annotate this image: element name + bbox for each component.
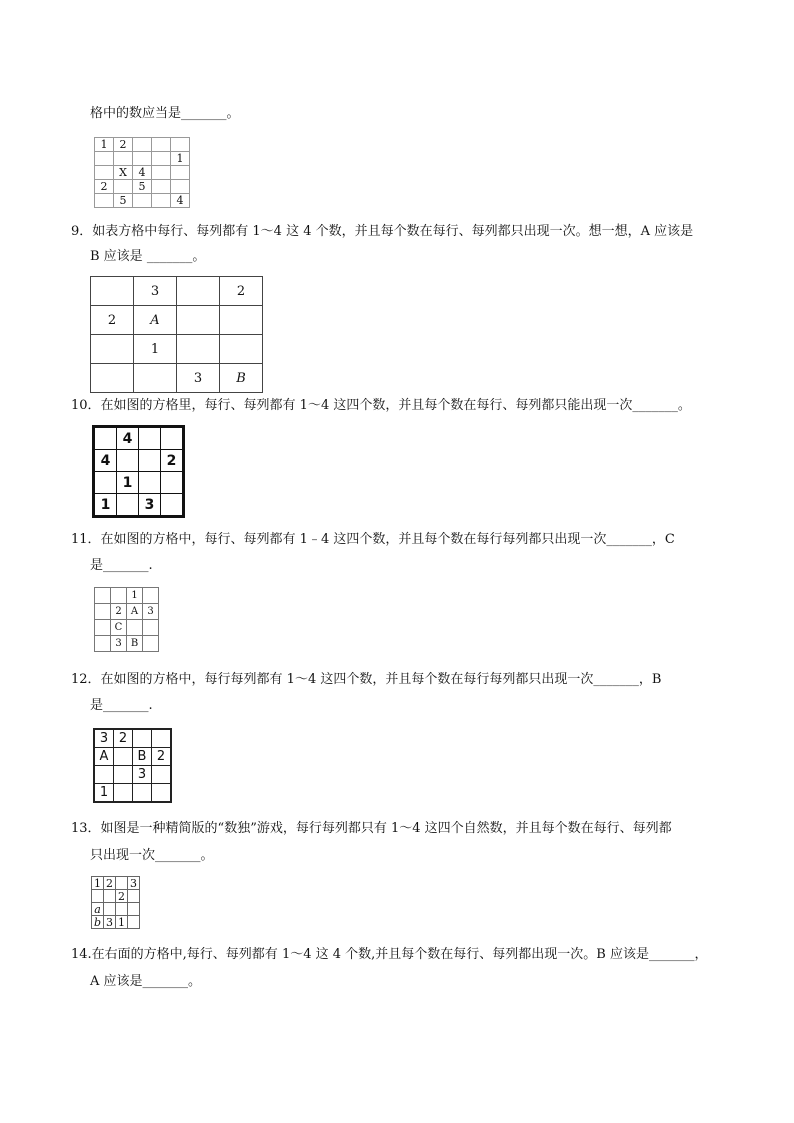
grid-cell	[94, 472, 117, 494]
grid-cell	[114, 784, 133, 803]
q10-question-text: 10．在如图的方格里，每行、每列都有 1～4 这四个数，并且每个数在每行、每列都只能出现一次_______。	[71, 398, 691, 413]
grid-cell	[91, 364, 134, 393]
grid-cell	[116, 877, 128, 890]
grid-cell	[117, 450, 139, 472]
grid-cell: 2	[161, 450, 184, 472]
grid-cell: 2	[104, 877, 116, 890]
grid-cell	[95, 166, 114, 180]
q8-continuation-text: 格中的数应当是_______。	[90, 106, 240, 121]
q12-question-text: 12．在如图的方格中，每行每列都有 1～4 这四个数，并且每个数在每行每列都只出现一次_______，B	[71, 672, 662, 687]
q13-number-grid	[91, 876, 140, 929]
grid-cell	[133, 138, 152, 152]
grid-cell: 4	[94, 450, 117, 472]
grid-cell	[177, 277, 220, 306]
grid-cell	[104, 903, 116, 916]
grid-cell: X	[114, 166, 133, 180]
grid-cell: A	[127, 604, 143, 620]
grid-cell: 2	[91, 306, 134, 335]
grid-cell	[94, 427, 117, 450]
grid-cell	[128, 890, 140, 903]
grid-row	[94, 729, 171, 748]
grid-cell: 1	[92, 877, 104, 890]
grid-cell: a	[92, 903, 104, 916]
grid-cell	[95, 620, 111, 636]
grid-cell: A	[94, 748, 114, 766]
q10-number-grid	[92, 425, 185, 518]
grid-cell	[111, 588, 127, 604]
grid-row	[95, 604, 159, 620]
grid-row	[94, 472, 184, 494]
grid-cell	[117, 494, 139, 517]
grid-cell	[143, 620, 159, 636]
q9-question-text-cont: B 应该是 _______。	[90, 249, 206, 264]
grid-cell: 2	[114, 729, 133, 748]
grid-cell	[161, 494, 184, 517]
grid-row	[91, 306, 263, 335]
grid-cell: 1	[134, 335, 177, 364]
grid-cell: B	[127, 636, 143, 652]
grid-cell	[92, 890, 104, 903]
grid-cell: 4	[133, 166, 152, 180]
grid-row	[95, 194, 190, 208]
grid-cell	[139, 427, 161, 450]
grid-row	[94, 427, 184, 450]
grid-cell: 3	[134, 277, 177, 306]
grid-row	[94, 748, 171, 766]
grid-row	[94, 450, 184, 472]
q14-question-text-cont: A 应该是_______。	[90, 974, 202, 989]
grid-cell	[95, 152, 114, 166]
grid-cell: 4	[171, 194, 190, 208]
grid-cell: 1	[94, 784, 114, 803]
grid-cell: B	[220, 364, 263, 393]
q13-question-text-cont: 只出现一次_______。	[90, 848, 214, 863]
grid-cell	[171, 138, 190, 152]
grid-cell: 2	[95, 180, 114, 194]
grid-cell	[114, 152, 133, 166]
grid-cell	[95, 194, 114, 208]
grid-cell: 2	[114, 138, 133, 152]
grid-row	[95, 138, 190, 152]
grid-cell	[152, 180, 171, 194]
grid-cell	[133, 152, 152, 166]
q11-question-text: 11．在如图的方格中，每行、每列都有 1﹣4 这四个数，并且每个数在每行每列都只出现一次_______，C	[71, 532, 675, 547]
grid-cell	[177, 335, 220, 364]
grid-row	[95, 620, 159, 636]
grid-cell: 2	[116, 890, 128, 903]
grid-cell: 1	[127, 588, 143, 604]
grid-row	[95, 166, 190, 180]
grid-cell: 3	[139, 494, 161, 517]
grid-row	[92, 877, 140, 890]
grid-row	[94, 784, 171, 803]
grid-cell	[133, 729, 152, 748]
grid-cell	[152, 784, 172, 803]
grid-cell	[143, 588, 159, 604]
grid-row	[91, 277, 263, 306]
q13-question-text: 13．如图是一种精简版的“数独”游戏，每行每列都只有 1～4 这四个自然数，并且每个数在每行、每列都	[71, 821, 672, 836]
grid-cell	[152, 729, 172, 748]
grid-cell	[91, 277, 134, 306]
grid-cell: 3	[94, 729, 114, 748]
q12-question-text-cont: 是_______.	[90, 698, 153, 713]
grid-cell	[152, 194, 171, 208]
grid-cell: 5	[114, 194, 133, 208]
q9-question-text: 9．如表方格中每行、每列都有 1～4 这 4 个数，并且每个数在每行、每列都只出现一次。想一想，A 应该是	[71, 224, 694, 239]
grid-cell	[95, 604, 111, 620]
grid-cell	[220, 306, 263, 335]
grid-cell	[128, 916, 140, 929]
grid-row	[94, 494, 184, 517]
grid-cell	[133, 194, 152, 208]
grid-cell	[91, 335, 134, 364]
grid-cell: 3	[143, 604, 159, 620]
grid-cell	[177, 306, 220, 335]
q11-number-grid	[94, 587, 159, 652]
grid-cell	[139, 472, 161, 494]
grid-cell	[161, 472, 184, 494]
grid-cell: 1	[116, 916, 128, 929]
grid-cell	[161, 427, 184, 450]
grid-row	[95, 180, 190, 194]
grid-cell: b	[92, 916, 104, 929]
grid-cell: 3	[177, 364, 220, 393]
grid-row	[94, 766, 171, 784]
grid-cell: 1	[171, 152, 190, 166]
grid-row	[95, 588, 159, 604]
grid-cell: 2	[111, 604, 127, 620]
grid-cell	[220, 335, 263, 364]
grid-row	[95, 152, 190, 166]
grid-cell: C	[111, 620, 127, 636]
grid-cell: 2	[220, 277, 263, 306]
grid-cell	[94, 766, 114, 784]
grid-row	[92, 903, 140, 916]
grid-row	[91, 335, 263, 364]
grid-cell	[134, 364, 177, 393]
q8-number-grid	[94, 137, 190, 208]
grid-cell	[127, 620, 143, 636]
grid-row	[92, 890, 140, 903]
grid-cell	[143, 636, 159, 652]
grid-cell	[114, 180, 133, 194]
grid-cell: 4	[117, 427, 139, 450]
grid-row	[91, 364, 263, 393]
q9-number-grid	[90, 276, 263, 393]
grid-cell: 1	[94, 494, 117, 517]
grid-cell: 3	[133, 766, 152, 784]
grid-cell	[152, 166, 171, 180]
grid-cell	[116, 903, 128, 916]
grid-cell	[171, 166, 190, 180]
grid-cell	[114, 766, 133, 784]
grid-cell	[152, 152, 171, 166]
grid-cell	[95, 588, 111, 604]
grid-cell	[152, 138, 171, 152]
grid-cell: A	[134, 306, 177, 335]
grid-cell: 3	[128, 877, 140, 890]
grid-cell	[139, 450, 161, 472]
q12-number-grid	[93, 728, 172, 803]
grid-cell: B	[133, 748, 152, 766]
grid-cell	[95, 636, 111, 652]
grid-row	[95, 636, 159, 652]
grid-cell	[133, 784, 152, 803]
grid-cell	[152, 766, 172, 784]
grid-cell: 5	[133, 180, 152, 194]
grid-row	[92, 916, 140, 929]
grid-cell: 3	[111, 636, 127, 652]
grid-cell: 3	[104, 916, 116, 929]
grid-cell	[171, 180, 190, 194]
grid-cell	[128, 903, 140, 916]
grid-cell	[114, 748, 133, 766]
q11-question-text-cont: 是_______.	[90, 558, 153, 573]
q14-question-text: 14.在右面的方格中,每行、每列都有 1～4 这 4 个数,并且每个数在每行、每列都出现一次。B 应该是_______，	[71, 947, 708, 962]
grid-cell: 2	[152, 748, 172, 766]
grid-cell	[104, 890, 116, 903]
grid-cell: 1	[117, 472, 139, 494]
grid-cell: 1	[95, 138, 114, 152]
